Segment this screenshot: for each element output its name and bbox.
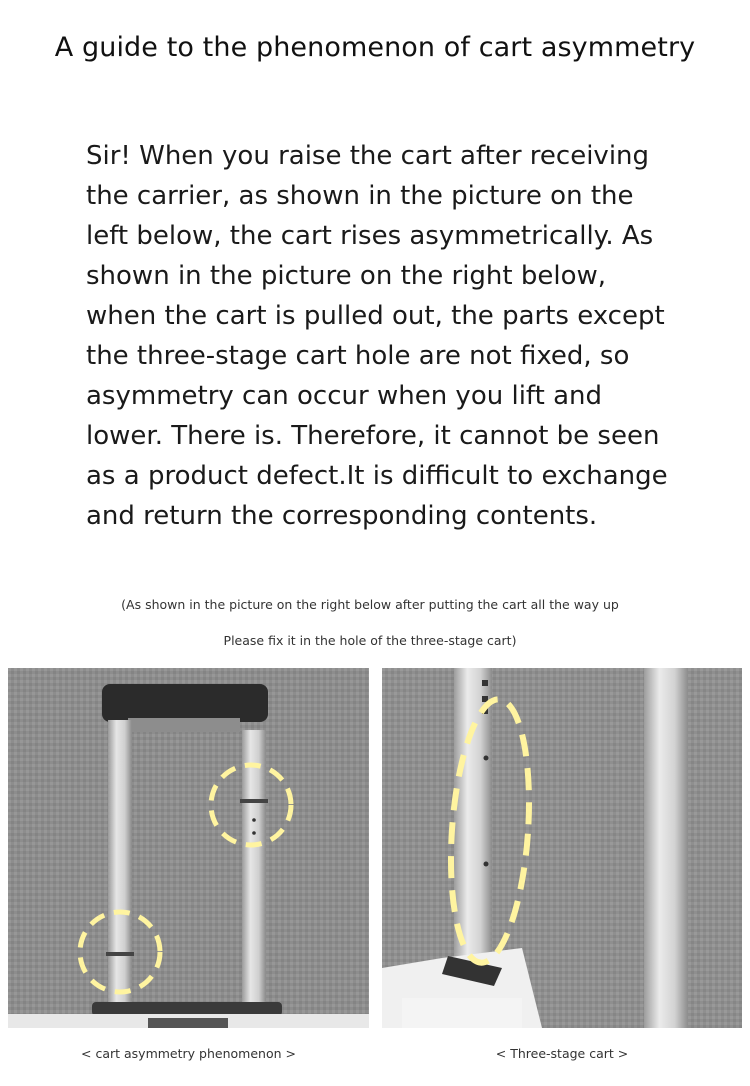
three-stage-cart-photo (382, 668, 742, 1028)
cart-asymmetry-photo (8, 668, 369, 1028)
page-title: A guide to the phenomenon of cart asymmetry (54, 32, 696, 63)
instruction-caption-line-2: Please fix it in the hole of the three-stage cart) (223, 633, 517, 648)
right-photo-caption: < Three-stage cart > (495, 1046, 629, 1061)
instruction-caption-line-1: (As shown in the picture on the right below after putting the cart all the way up (121, 597, 619, 612)
explanation-paragraph: Sir! When you raise the cart after receiving the carrier, as shown in the picture on the left below, the cart rises asymmetrically. As shown in the picture on the right below, when the cart is pulled out, the parts except the three-stage cart hole are not fixed, so asymmetry can occur when you lift and lower. There is. Therefore, it cannot be seen as a product defect.It is difficult to exchange and return the corresponding contents. (86, 141, 668, 531)
left-photo-caption: < cart asymmetry phenomenon > (81, 1046, 296, 1061)
